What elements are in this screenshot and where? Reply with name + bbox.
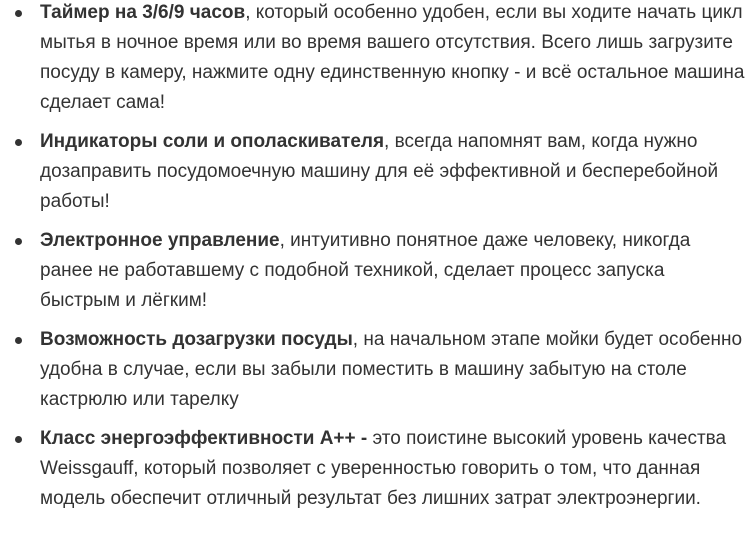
feature-text: , который особенно удобен, если вы ходите начать цикл мытья в ночное время или во время вашего отсутствия. Всего лишь загрузите посуду в камеру, нажмите одну единственную кнопку - и всё остальное машина сделает сама! [40, 2, 745, 113]
feature-text: , на начальном этапе мойки будет особенно удобна в случае, если вы забыли поместить в машину забытую на столе кастрюлю или тарелку [40, 329, 743, 410]
feature-item-indicators [0, 127, 755, 217]
feature-item-timer [0, 0, 755, 118]
bullet-icon [15, 238, 22, 245]
feature-item-reload [0, 325, 755, 415]
bullet-icon [15, 436, 22, 443]
feature-title: Возможность дозагрузки посуды [40, 329, 353, 350]
feature-title: Электронное управление [40, 230, 280, 251]
feature-item-electronic-control [0, 226, 755, 316]
bullet-icon [15, 10, 22, 17]
feature-title: Таймер на 3/6/9 часов [40, 2, 246, 23]
feature-title: Класс энергоэффективности A++ - [40, 428, 373, 449]
feature-title: Индикаторы соли и ополаскивателя [40, 131, 385, 152]
feature-item-energy-class [0, 424, 755, 514]
bullet-icon [15, 139, 22, 146]
bullet-icon [15, 337, 22, 344]
feature-text: , интуитивно понятное даже человеку, никогда ранее не работавшему с подобной техникой, сделает процесс запуска быстрым и лёгким! [40, 230, 691, 311]
feature-text: , всегда напомнят вам, когда нужно дозаправить посудомоечную машину для её эффективной и бесперебойной работы! [40, 131, 719, 212]
feature-text: это поистине высокий уровень качества Weissgauff, который позволяет с уверенностью говорить о том, что данная модель обеспечит отличный результат без лишних затрат электроэнергии. [40, 428, 727, 509]
